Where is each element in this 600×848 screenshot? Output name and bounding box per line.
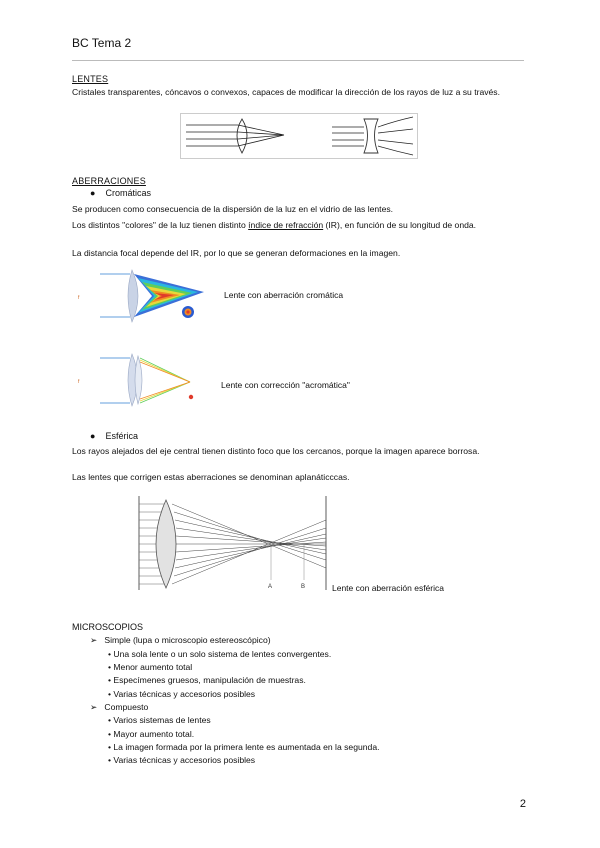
microscope-compuesto-title: ➢ Compuesto bbox=[90, 702, 149, 712]
section-heading-microscopios: MICROSCOPIOS bbox=[72, 622, 144, 632]
bullet-esferica: ● Esférica bbox=[90, 431, 138, 441]
spherical-aberration-figure bbox=[138, 494, 334, 594]
header-divider bbox=[72, 60, 524, 61]
achromatic-correction-figure bbox=[72, 350, 212, 410]
chromatic-aberration-figure bbox=[72, 262, 222, 324]
list-item: • Varias técnicas y accesorios posibles bbox=[108, 689, 256, 699]
page-number: 2 bbox=[519, 798, 526, 810]
list-item: • Menor aumento total bbox=[108, 662, 193, 672]
list-item: • Varias técnicas y accesorios posibles bbox=[108, 755, 256, 765]
svg-text:f: f bbox=[78, 379, 80, 385]
cromaticas-paragraph-1: Se producen como consecuencia de la dispersión de la luz en el vidrio de las lentes. bbox=[72, 204, 394, 214]
list-item: • Especímenes gruesos, manipulación de muestras. bbox=[108, 675, 306, 685]
caption-spherical: Lente con aberración esférica bbox=[332, 583, 444, 593]
caption-achromatic: Lente con corrección "acromática" bbox=[221, 380, 350, 390]
caption-chromatic: Lente con aberración cromática bbox=[224, 290, 344, 300]
section-heading-aberraciones: ABERRACIONES bbox=[72, 176, 146, 186]
indice-refraccion-link[interactable]: índice de refracción bbox=[248, 220, 324, 230]
list-item: • Mayor aumento total. bbox=[108, 729, 195, 739]
label-a: A bbox=[268, 584, 273, 590]
label-b: B bbox=[301, 584, 306, 590]
section-heading-lentes: LENTES bbox=[72, 74, 109, 84]
esferica-paragraph-2: Las lentes que corrigen estas aberraciones se denominan aplanáticccas. bbox=[72, 472, 350, 482]
lentes-figure bbox=[180, 113, 418, 159]
esferica-paragraph-1: Los rayos alejados del eje central tienen distinto foco que los cercanos, porque la imagen aparece borrosa. bbox=[72, 446, 480, 456]
list-item: • Varios sistemas de lentes bbox=[108, 715, 211, 725]
list-item: • Una sola lente o un solo sistema de lentes convergentes. bbox=[108, 649, 332, 659]
cromaticas-paragraph-2: Los distintos "colores" de la luz tienen distinto índice de refracción (IR), en función de su longitud de onda. bbox=[72, 220, 477, 230]
lentes-description: Cristales transparentes, cóncavos o convexos, capaces de modificar la dirección de los rayos de luz a su través. bbox=[72, 87, 500, 97]
svg-text:f: f bbox=[78, 295, 80, 301]
page-header-title: BC Tema 2 bbox=[72, 36, 132, 50]
bullet-cromaticas: ● Cromáticas bbox=[90, 188, 151, 198]
microscope-simple-title: ➢ Simple (lupa o microscopio estereoscópico) bbox=[90, 635, 271, 645]
cromaticas-paragraph-3: La distancia focal depende del IR, por lo que se generan deformaciones en la imagen. bbox=[72, 248, 401, 258]
list-item: • La imagen formada por la primera lente es aumentada en la segunda. bbox=[108, 742, 380, 752]
